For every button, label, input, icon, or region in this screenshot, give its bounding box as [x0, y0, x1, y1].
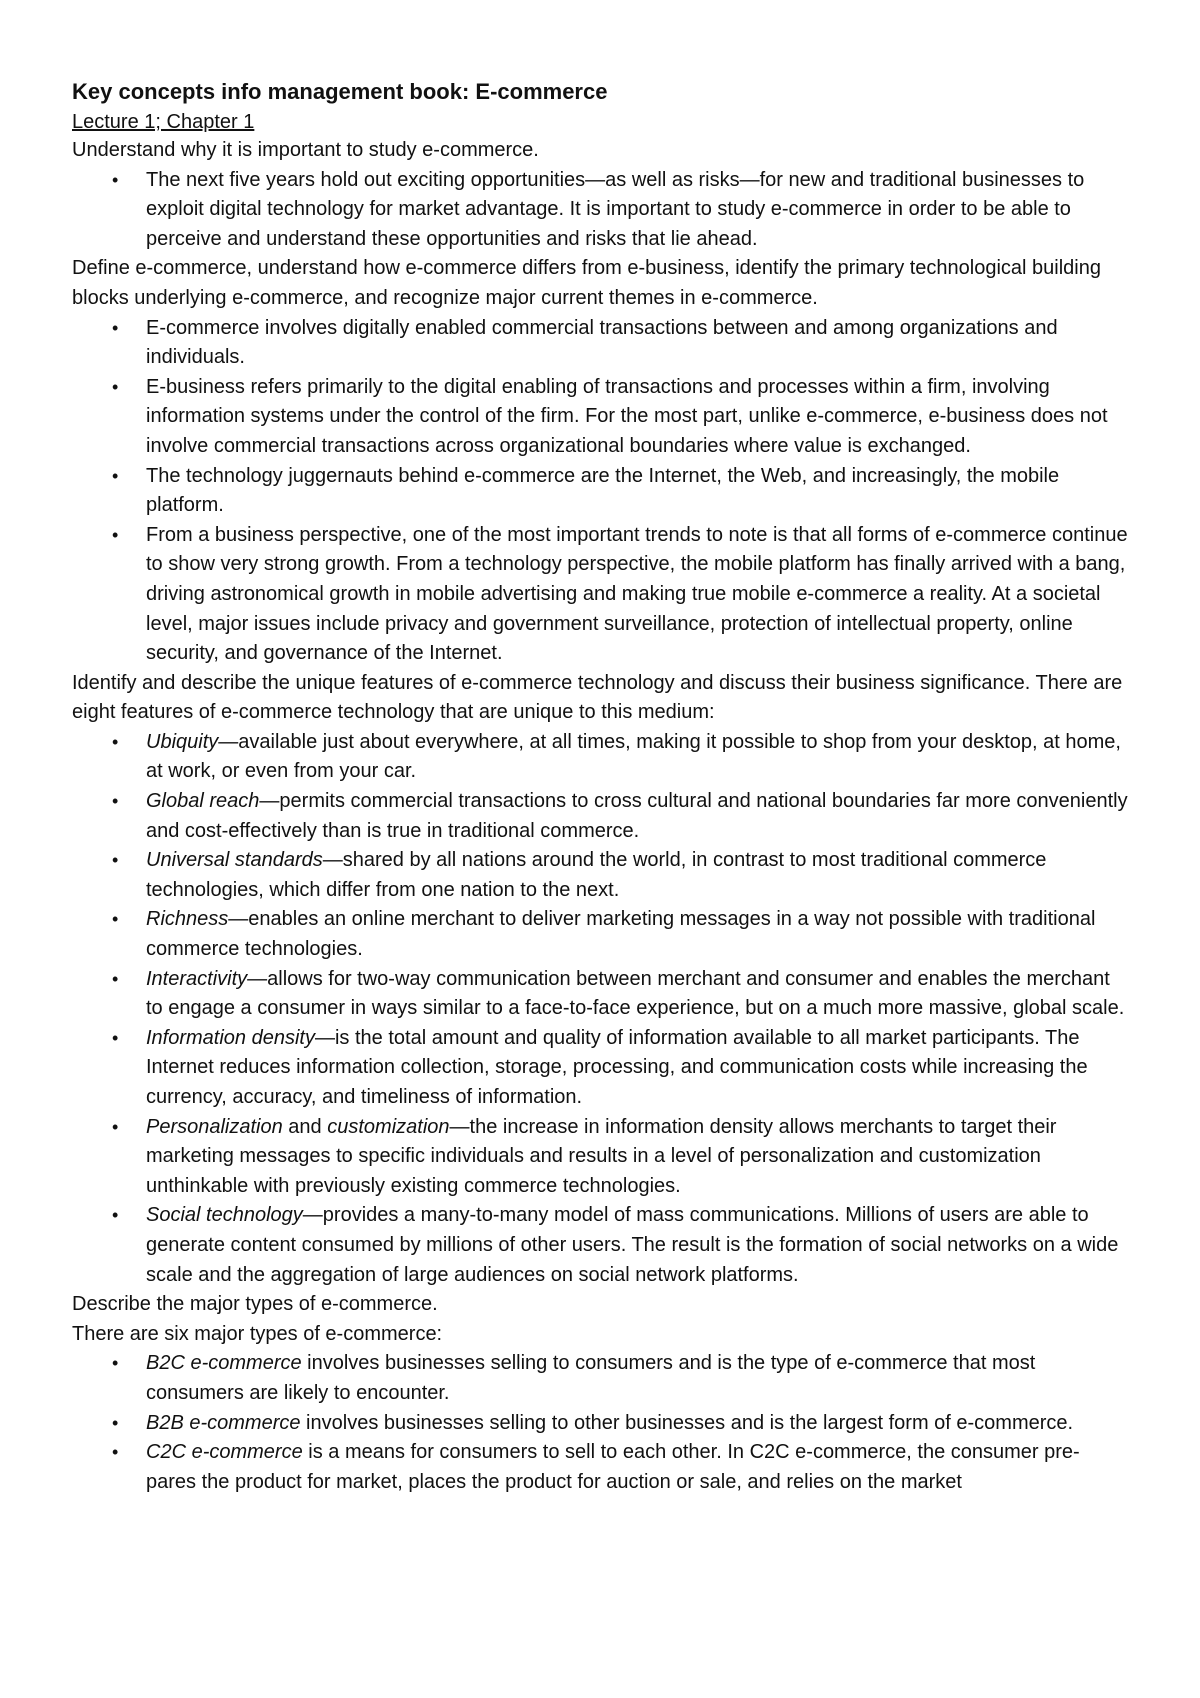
item-text: From a business perspective, one of the most important trends to note is that all forms of e-commerce continue to show very strong growth. From a technology perspective, the mobile platform has finally arrived with a bang, driving astronomical growth in mobile advertising and making true mobile e-commerce a reality. At a societal level, major issues include privacy and government surveillance, protection of intellectual property, online security, and governance of the Internet.: [146, 523, 1128, 665]
bullet-icon: •: [112, 1027, 119, 1048]
document-title: Key concepts info management book: E-commerce: [72, 79, 608, 104]
list-item: [72, 846, 1132, 905]
bullet-icon: •: [112, 731, 119, 752]
section-intro: There are six major types of e-commerce:: [72, 1322, 443, 1345]
bullet-list: [72, 314, 1132, 669]
section-intro: Describe the major types of e-commerce.: [72, 1293, 438, 1316]
bullet-icon: •: [112, 376, 119, 397]
item-text: —available just about everywhere, at all times, making it possible to shop from your desktop, at home, at work, or even from your car.: [146, 730, 1121, 783]
item-text: —the increase in information density allows merchants to target their marketing messages to specific individuals and results in a level of personalization and customization unthinkable with previously existing commerce technologies.: [146, 1115, 1057, 1197]
feature-term: B2C e-commerce: [146, 1352, 302, 1375]
bullet-icon: •: [112, 968, 119, 989]
item-text: The technology juggernauts behind e-commerce are the Internet, the Web, and increasingly, the mobile platform.: [146, 464, 1060, 517]
feature-term: Information density: [146, 1026, 315, 1049]
bullet-list: [72, 1349, 1132, 1497]
lecture-heading: Lecture 1; Chapter 1: [72, 111, 255, 133]
document-page: [72, 76, 1132, 1497]
feature-term: B2B e-commerce: [146, 1411, 301, 1434]
item-text: —permits commercial transactions to cross cultural and national boundaries far more conveniently and cost-effectively than is true in traditional commerce.: [146, 790, 1128, 842]
item-text: E-business refers primarily to the digital enabling of transactions and processes within a firm, involving information systems under the control of the firm. For the most part, unlike e-commerce, e-business does not involve commercial transactions across organizational boundaries where value is exchanged.: [146, 375, 1108, 457]
list-item: [72, 166, 1132, 255]
list-item: [72, 521, 1132, 669]
section-intro: Understand why it is important to study e-commerce.: [72, 139, 539, 161]
bullet-icon: •: [112, 791, 119, 812]
list-item: [72, 1438, 1132, 1497]
bullet-icon: •: [112, 909, 119, 930]
list-item: [72, 1349, 1132, 1408]
bullet-list: [72, 728, 1132, 1290]
list-item: [72, 1024, 1132, 1113]
item-text: —is the total amount and quality of information available to all market participants. The Internet reduces information collection, storage, processing, and communication costs while increasing the currency, accuracy, and timeliness of information.: [146, 1026, 1088, 1108]
section-intro: Define e-commerce, understand how e-commerce differs from e-business, identify the primary technological building blocks underlying e-commerce, and recognize major current themes in e-commerce.: [72, 257, 1101, 309]
feature-term: Social technology: [146, 1204, 303, 1227]
bullet-icon: •: [112, 1116, 119, 1137]
item-text: —allows for two-way communication between merchant and consumer and enables the merchant to engage a consumer in ways similar to a face-to-face experience, but on a much more massive, global scale.: [146, 967, 1125, 1020]
item-text: E-commerce involves digitally enabled commercial transactions between and among organizations and individuals.: [146, 316, 1058, 369]
list-item: [72, 462, 1132, 521]
list-item: [72, 1409, 1132, 1439]
bullet-icon: •: [112, 1442, 119, 1463]
bullet-icon: •: [112, 1205, 119, 1226]
list-item: [72, 1201, 1132, 1290]
feature-term: Universal standards: [146, 849, 323, 872]
item-text: The next five years hold out exciting opportunities—as well as risks—for new and traditional businesses to exploit digital technology for market advantage. It is important to study e-commerce in order to be able to perceive and understand these opportunities and risks that lie ahead.: [146, 168, 1085, 250]
item-text: —shared by all nations around the world, in contrast to most traditional commerce technologies, which differ from one nation to the next.: [146, 849, 1047, 901]
bullet-icon: •: [112, 1412, 119, 1433]
item-text: and: [282, 1115, 328, 1138]
item-text: —enables an online merchant to deliver marketing messages in a way not possible with traditional commerce technologies.: [146, 908, 1096, 961]
feature-term: Richness: [146, 908, 229, 931]
bullet-icon: •: [112, 850, 119, 871]
item-text: involves businesses selling to other businesses and is the largest form of e-commerce.: [300, 1411, 1074, 1434]
list-item: [72, 373, 1132, 462]
item-text: involves businesses selling to consumers and is the type of e-commerce that most consumers are likely to encounter.: [146, 1352, 1036, 1404]
feature-term: Global reach: [146, 790, 260, 813]
document-body: [72, 136, 1132, 1497]
list-item: [72, 314, 1132, 373]
bullet-icon: •: [112, 524, 119, 545]
list-item: [72, 787, 1132, 846]
bullet-icon: •: [112, 465, 119, 486]
feature-term: Interactivity: [146, 967, 248, 990]
feature-term: C2C e-commerce: [146, 1441, 303, 1464]
feature-term: Ubiquity: [146, 730, 219, 753]
bullet-icon: •: [112, 1353, 119, 1374]
list-item: [72, 905, 1132, 964]
section-intro: Identify and describe the unique features of e-commerce technology and discuss their business significance. There are eight features of e-commerce technology that are unique to this medium:: [72, 671, 1123, 724]
bullet-list: [72, 166, 1132, 255]
bullet-icon: •: [112, 169, 119, 190]
list-item: [72, 728, 1132, 787]
item-text: —provides a many-to-many model of mass communications. Millions of users are able to generate content consumed by millions of other users. The result is the formation of social networks on a wide scale and the aggregation of large audiences on social network platforms.: [146, 1204, 1119, 1286]
feature-term: Personalization: [146, 1115, 283, 1138]
list-item: [72, 965, 1132, 1024]
list-item: [72, 1113, 1132, 1202]
bullet-icon: •: [112, 317, 119, 338]
item-text: is a means for consumers to sell to each other. In C2C e-commerce, the consumer pre- pares the product for market, places the product for auction or sale, and relies on the market: [146, 1441, 1080, 1493]
feature-term: customization: [327, 1115, 450, 1138]
